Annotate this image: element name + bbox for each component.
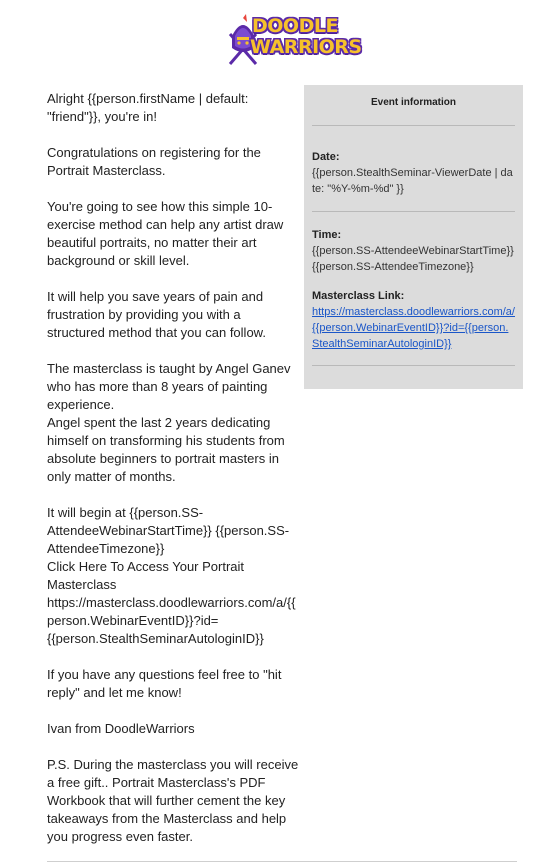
masterclass-link-label: Masterclass Link: (312, 290, 405, 302)
logo-line-1: DOODLE (252, 15, 338, 37)
logo-wordmark (252, 16, 362, 58)
time-label: Time: (312, 229, 342, 241)
signature: Ivan from DoodleWarriors (47, 721, 195, 736)
instructor-paragraph: The masterclass is taught by Angel Ganev who has more than 8 years of painting experience. (47, 361, 291, 412)
questions-paragraph: If you have any questions feel free to "hit reply" and let me know! (47, 667, 282, 700)
instructor-bio-paragraph: Angel spent the last 2 years dedicating himself on transforming his students from absolute beginners to portrait masters in only matter of months. (47, 415, 285, 484)
email-body (47, 90, 302, 864)
logo-line-2: WARRIORS (250, 36, 362, 58)
benefit-paragraph: It will help you save years of pain and frustration by providing you with a structured method that you can follow. (47, 289, 266, 340)
date-label: Date: (312, 151, 340, 163)
ps-paragraph: P.S. During the masterclass you will receive a free gift.. Portrait Masterclass's PDF Workbook that will further cement the key takeaways from the Masterclass and help you progress even faster. (47, 757, 299, 844)
footer-divider (47, 861, 517, 862)
time-start-value: {{person.SS-AttendeeWebinarStartTime}} (312, 245, 514, 257)
access-url-text: https://masterclass.doodlewarriors.com/a/{{person.WebinarEventID}}?id={{person.StealthSeminarAutologinID}} (47, 595, 296, 646)
divider (312, 365, 515, 366)
access-link-text[interactable]: Click Here To Access Your Portrait Masterclass (47, 559, 245, 592)
start-time-paragraph: It will begin at {{person.SS-AttendeeWebinarStartTime}} {{person.SS-AttendeeTimezone}} (47, 505, 290, 556)
date-value: {{person.StealthSeminar-ViewerDate | date: "%Y-%m-%d" }} (312, 167, 513, 195)
time-zone-value: {{person.SS-AttendeeTimezone}} (312, 261, 474, 273)
method-paragraph: You're going to see how this simple 10-exercise method can help any artist draw beautiful portraits, no matter their art background or skill level. (47, 199, 284, 268)
masterclass-link[interactable]: https://masterclass.doodlewarriors.com/a/{{person.WebinarEventID}}?id={{person.StealthSeminarAutologinID}} (312, 306, 515, 350)
event-information-panel (304, 85, 523, 389)
congratulations-paragraph: Congratulations on registering for the Portrait Masterclass. (47, 145, 261, 178)
greeting-paragraph: Alright {{person.firstName | default: "friend"}}, you're in! (47, 91, 249, 124)
event-information-title: Event information (370, 97, 456, 108)
doodle-warriors-logo (224, 10, 362, 70)
